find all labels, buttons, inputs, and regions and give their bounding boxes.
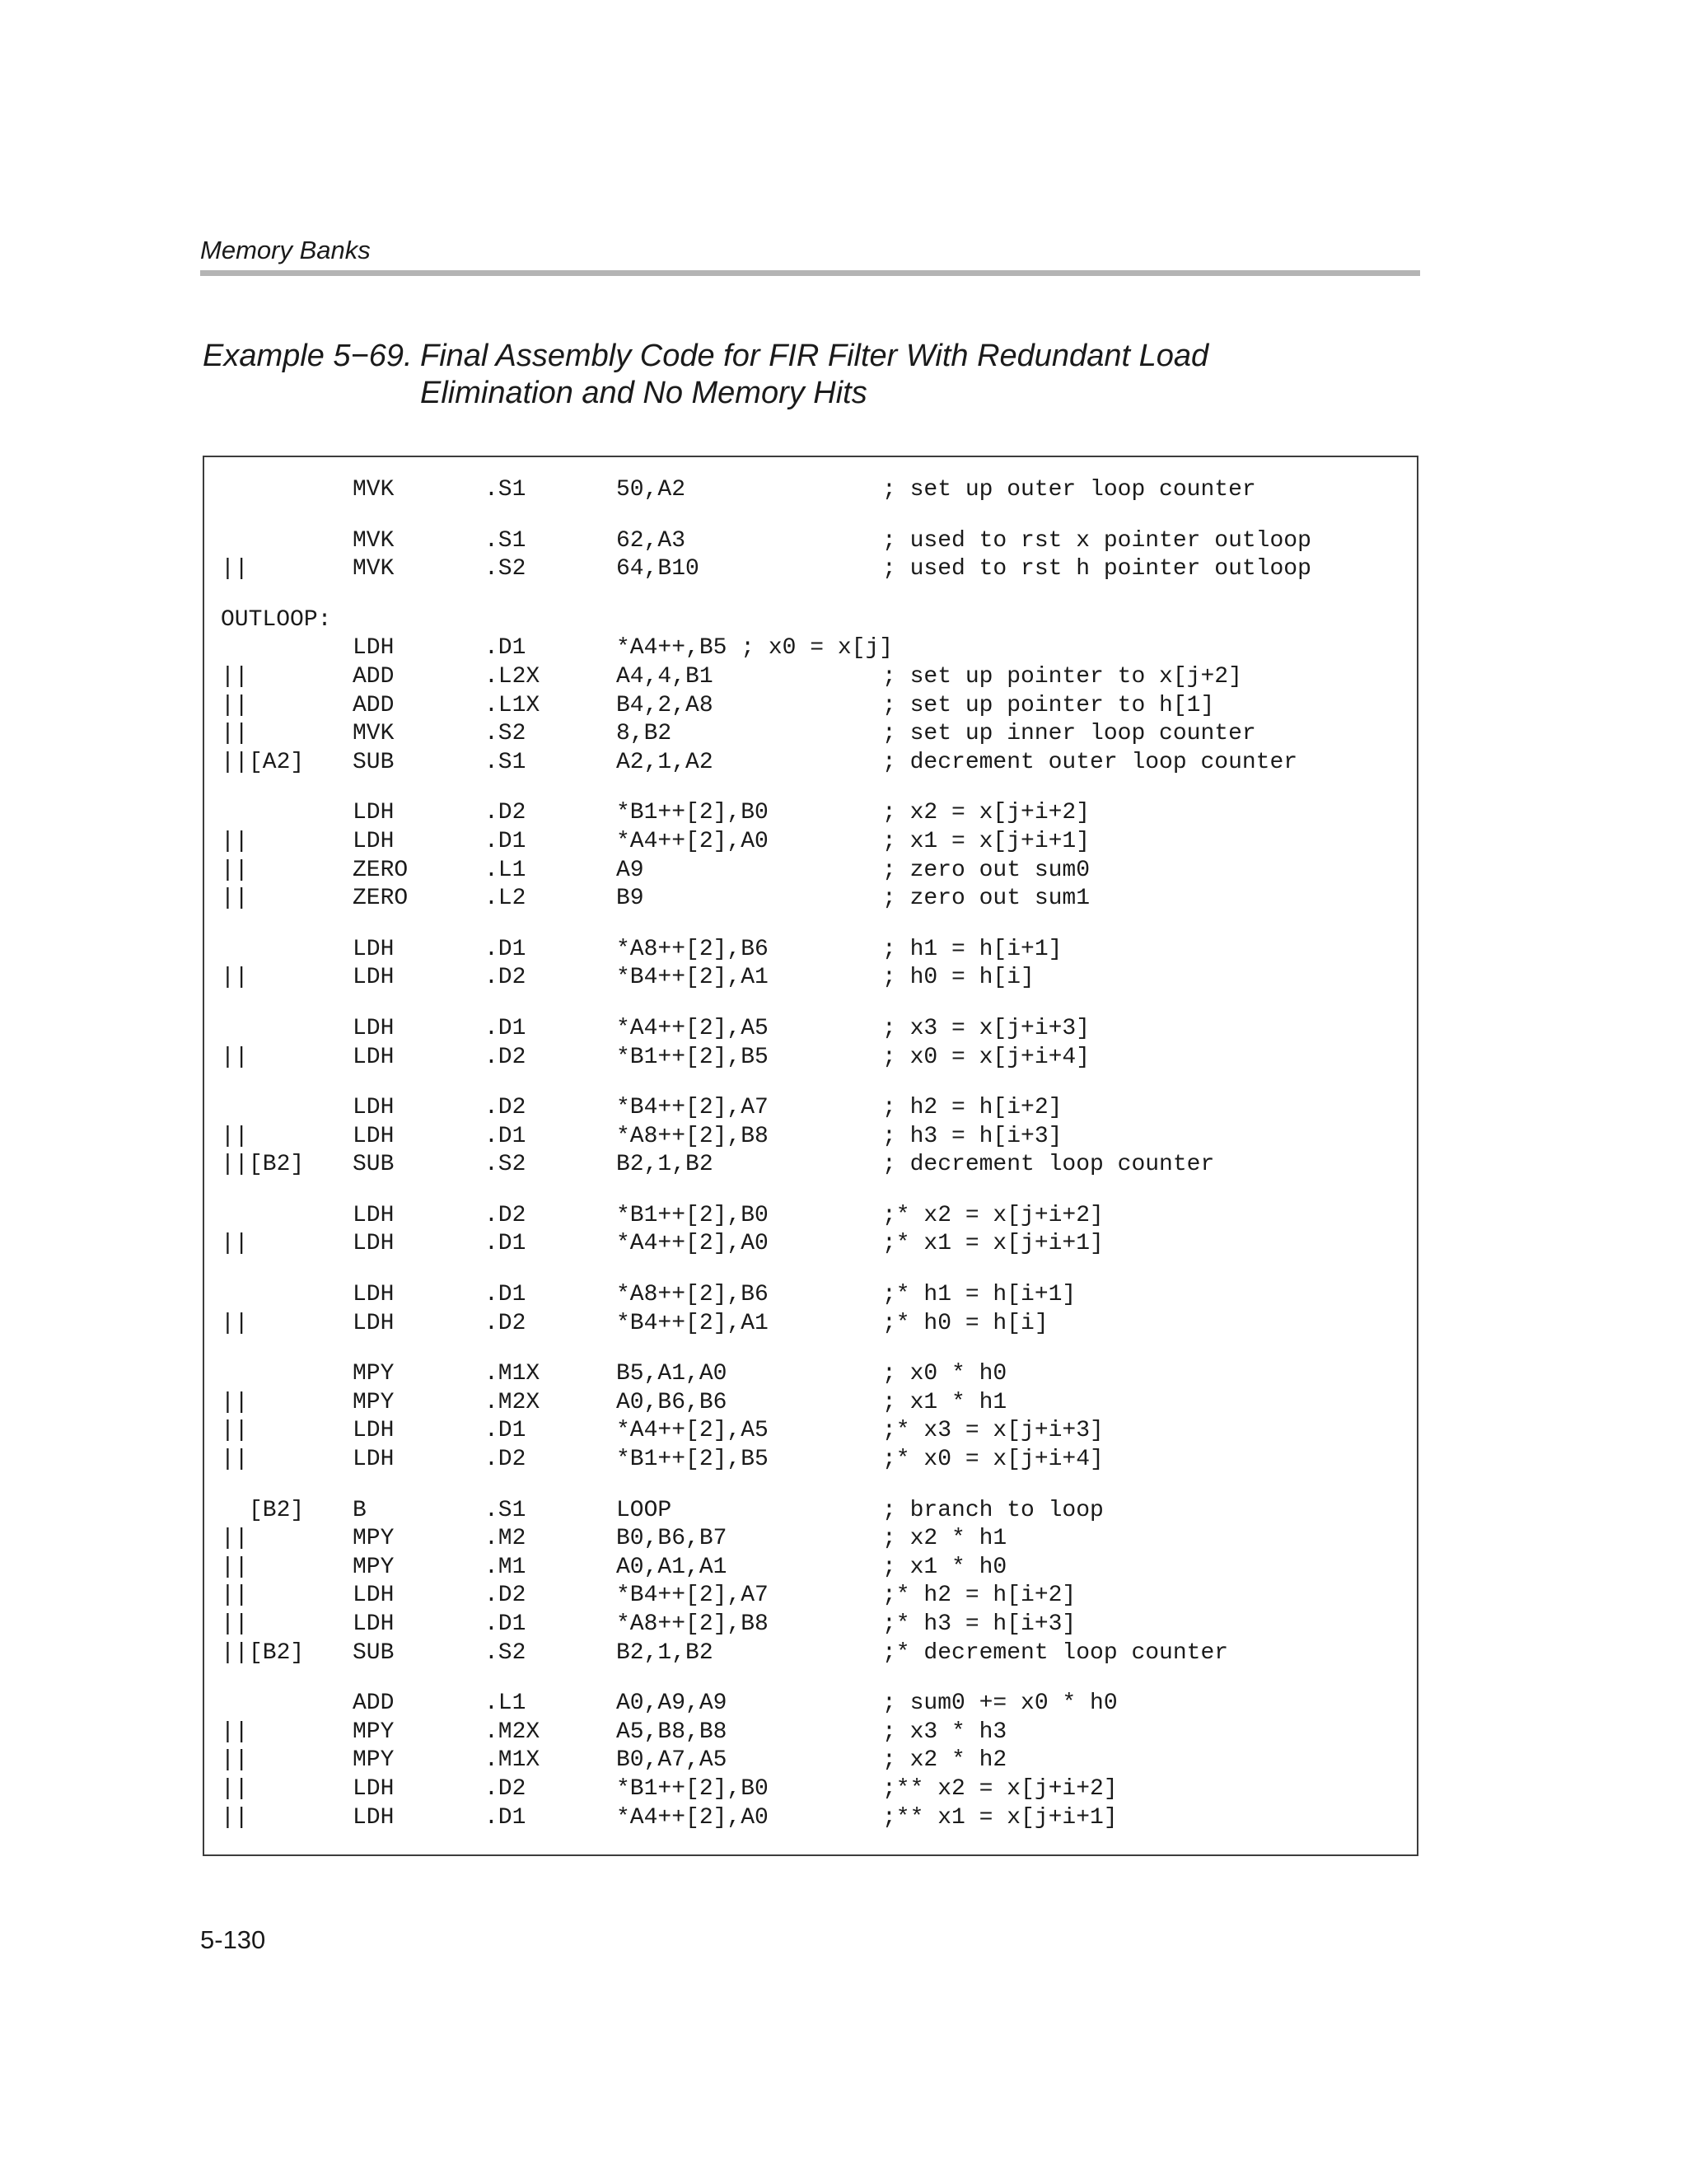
opcode: LDH	[353, 1611, 395, 1637]
code-line	[204, 1446, 1417, 1475]
page-number: 5-130	[200, 1925, 266, 1954]
operands: B4,2,A8	[616, 692, 713, 718]
code-line	[204, 1044, 1417, 1073]
code-comment: ;** x1 = x[j+i+1]	[882, 1804, 1118, 1831]
code-line	[204, 1611, 1417, 1639]
parallel-bars: ||	[221, 965, 249, 991]
code-line	[204, 1719, 1417, 1747]
code-comment: ; x3 = x[j+i+3]	[882, 1015, 1091, 1041]
code-line	[204, 1389, 1417, 1418]
parallel-bars: ||	[221, 1310, 249, 1336]
opcode: LDH	[353, 965, 395, 991]
code-line	[204, 1775, 1417, 1804]
operands: *A8++[2],B6	[616, 936, 769, 962]
functional-unit: .M2X	[484, 1719, 540, 1745]
opcode: MPY	[353, 1361, 395, 1387]
functional-unit: .S1	[484, 527, 526, 554]
opcode: MVK	[353, 527, 395, 554]
code-line	[204, 799, 1417, 828]
opcode: LDH	[353, 1202, 395, 1228]
code-line	[204, 1094, 1417, 1123]
opcode: MPY	[353, 1747, 395, 1774]
code-line	[204, 720, 1417, 749]
code-comment: ; x1 * h1	[882, 1389, 1007, 1415]
code-comment: ; x0 = x[j+i+4]	[882, 1044, 1091, 1070]
code-line	[204, 663, 1417, 692]
parallel-bars: ||	[221, 1418, 249, 1444]
code-comment: ;* h1 = h[i+1]	[882, 1282, 1077, 1308]
parallel-bars: ||	[221, 1747, 249, 1774]
functional-unit: .S2	[484, 721, 526, 747]
opcode: LDH	[353, 800, 395, 826]
parallel-bars: ||	[221, 1231, 249, 1257]
parallel-bars: ||	[221, 1554, 249, 1580]
opcode: LDH	[353, 1447, 395, 1473]
functional-unit: .S2	[484, 1639, 526, 1666]
code-line	[204, 1281, 1417, 1310]
parallel-bars: ||	[221, 663, 249, 690]
operands: *A8++[2],B6	[616, 1282, 769, 1308]
functional-unit: .D1	[484, 635, 526, 662]
operands: B0,B6,B7	[616, 1526, 727, 1552]
code-comment: ; zero out sum1	[882, 886, 1091, 912]
condition-register: [A2]	[249, 749, 305, 775]
example-number: Example 5−69.	[203, 339, 413, 373]
opcode: LDH	[353, 936, 395, 962]
code-comment: ; x0 * h0	[882, 1361, 1007, 1387]
code-line	[204, 1202, 1417, 1231]
parallel-bars: ||	[221, 886, 249, 912]
parallel-bars: ||	[221, 1719, 249, 1745]
code-line	[204, 692, 1417, 721]
functional-unit: .D2	[484, 965, 526, 991]
parallel-bars: ||	[221, 1775, 249, 1802]
operands: *B4++[2],A1	[616, 1310, 769, 1336]
operands: *A4++,B5 ; x0 = x[j]	[616, 635, 894, 662]
opcode: ADD	[353, 692, 395, 718]
functional-unit: .S1	[484, 1497, 526, 1523]
operands: *B1++[2],B5	[616, 1447, 769, 1473]
parallel-bars: ||	[221, 1583, 249, 1609]
operands: *A4++[2],A5	[616, 1015, 769, 1041]
section-title: Memory Banks	[200, 236, 371, 264]
code-line	[204, 1151, 1417, 1180]
operands: A0,B6,B6	[616, 1389, 727, 1415]
functional-unit: .D1	[484, 1804, 526, 1831]
opcode: LDH	[353, 1583, 395, 1609]
opcode: LDH	[353, 1804, 395, 1831]
parallel-bars: ||	[221, 1639, 249, 1666]
code-comment: ;* x3 = x[j+i+3]	[882, 1418, 1104, 1444]
code-lines	[204, 476, 1417, 1832]
operands: 50,A2	[616, 477, 686, 503]
opcode: LDH	[353, 1044, 395, 1070]
functional-unit: .D2	[484, 1310, 526, 1336]
parallel-bars: ||	[221, 1526, 249, 1552]
functional-unit: .S1	[484, 749, 526, 775]
functional-unit: .M2X	[484, 1389, 540, 1415]
opcode: MPY	[353, 1719, 395, 1745]
functional-unit: .D2	[484, 1583, 526, 1609]
functional-unit: .D1	[484, 1611, 526, 1637]
functional-unit: .D2	[484, 1447, 526, 1473]
code-comment: ; h2 = h[i+2]	[882, 1095, 1063, 1121]
code-comment: ;* x2 = x[j+i+2]	[882, 1202, 1104, 1228]
functional-unit: .L2X	[484, 663, 540, 690]
code-line	[204, 1015, 1417, 1044]
code-line	[204, 527, 1417, 556]
code-comment: ; sum0 += x0 * h0	[882, 1691, 1118, 1717]
code-comment: ; used to rst h pointer outloop	[882, 556, 1311, 582]
opcode: LDH	[353, 1775, 395, 1802]
code-comment: ; used to rst x pointer outloop	[882, 527, 1311, 554]
operands: B2,1,B2	[616, 1639, 713, 1666]
example-title-text: Final Assembly Code for FIR Filter With Redundant Load Elimination and No Memory Hits	[420, 339, 1209, 410]
operands: *B4++[2],A1	[616, 965, 769, 991]
code-comment: ; x1 * h0	[882, 1554, 1007, 1580]
operands: A5,B8,B8	[616, 1719, 727, 1745]
code-line	[204, 1230, 1417, 1259]
opcode: SUB	[353, 1152, 395, 1178]
parallel-bars: ||	[221, 692, 249, 718]
code-comment: ; decrement outer loop counter	[882, 749, 1298, 775]
functional-unit: .D2	[484, 1775, 526, 1802]
opcode: LDH	[353, 1282, 395, 1308]
code-line	[204, 1554, 1417, 1583]
code-comment: ;** x2 = x[j+i+2]	[882, 1775, 1118, 1802]
code-line	[204, 1417, 1417, 1446]
parallel-bars: ||	[221, 857, 249, 883]
opcode: B	[353, 1497, 367, 1523]
functional-unit: .D1	[484, 1282, 526, 1308]
functional-unit: .S2	[484, 556, 526, 582]
operands: A2,1,A2	[616, 749, 713, 775]
opcode: ADD	[353, 663, 395, 690]
operands: B2,1,B2	[616, 1152, 713, 1178]
parallel-bars: ||	[221, 721, 249, 747]
parallel-bars: ||	[221, 1447, 249, 1473]
functional-unit: .M1X	[484, 1747, 540, 1774]
parallel-bars: ||	[221, 1123, 249, 1149]
functional-unit: .D1	[484, 1418, 526, 1444]
operands: A0,A1,A1	[616, 1554, 727, 1580]
functional-unit: .M1	[484, 1554, 526, 1580]
operands: A4,4,B1	[616, 663, 713, 690]
code-comment: ; h1 = h[i+1]	[882, 936, 1063, 962]
code-comment: ; x1 = x[j+i+1]	[882, 828, 1091, 854]
code-comment: ; x2 * h1	[882, 1526, 1007, 1552]
code-line	[204, 1360, 1417, 1389]
opcode: SUB	[353, 1639, 395, 1666]
operands: *A8++[2],B8	[616, 1611, 769, 1637]
parallel-bars: ||	[221, 1389, 249, 1415]
condition-register: [B2]	[249, 1639, 305, 1666]
code-line	[204, 1639, 1417, 1668]
code-comment: ; set up outer loop counter	[882, 477, 1256, 503]
code-line	[204, 1690, 1417, 1719]
code-comment: ; zero out sum0	[882, 857, 1091, 883]
code-comment: ;* x1 = x[j+i+1]	[882, 1231, 1104, 1257]
functional-unit: .D2	[484, 800, 526, 826]
code-comment: ; set up inner loop counter	[882, 721, 1256, 747]
functional-unit: .D1	[484, 828, 526, 854]
functional-unit: .D2	[484, 1044, 526, 1070]
code-line	[204, 1804, 1417, 1833]
operands: *A4++[2],A0	[616, 1231, 769, 1257]
code-line	[204, 555, 1417, 584]
code-comment: ;* decrement loop counter	[882, 1639, 1229, 1666]
operands: *A8++[2],B8	[616, 1123, 769, 1149]
code-label: OUTLOOP:	[221, 606, 332, 633]
opcode: ZERO	[353, 886, 409, 912]
operands: *B4++[2],A7	[616, 1583, 769, 1609]
code-comment: ; x3 * h3	[882, 1719, 1007, 1745]
code-listing	[203, 456, 1418, 1856]
code-comment: ; h0 = h[i]	[882, 965, 1035, 991]
code-line	[204, 828, 1417, 857]
opcode: LDH	[353, 828, 395, 854]
operands: 64,B10	[616, 556, 699, 582]
functional-unit: .D1	[484, 1123, 526, 1149]
code-line	[204, 885, 1417, 914]
code-comment: ; x2 = x[j+i+2]	[882, 800, 1091, 826]
parallel-bars: ||	[221, 556, 249, 582]
parallel-bars: ||	[221, 1804, 249, 1831]
header-rule	[200, 270, 1420, 276]
opcode: ZERO	[353, 857, 409, 883]
operands: *A4++[2],A5	[616, 1418, 769, 1444]
code-comment: ; set up pointer to x[j+2]	[882, 663, 1242, 690]
operands: *A4++[2],A0	[616, 828, 769, 854]
opcode: ADD	[353, 1691, 395, 1717]
opcode: MVK	[353, 477, 395, 503]
functional-unit: .L2	[484, 886, 526, 912]
code-comment: ;* x0 = x[j+i+4]	[882, 1447, 1104, 1473]
parallel-bars: ||	[221, 1611, 249, 1637]
condition-register: [B2]	[249, 1497, 305, 1523]
opcode: LDH	[353, 1418, 395, 1444]
functional-unit: .L1	[484, 1691, 526, 1717]
code-line	[204, 634, 1417, 663]
opcode: MPY	[353, 1389, 395, 1415]
operands: LOOP	[616, 1497, 672, 1523]
functional-unit: .D1	[484, 1015, 526, 1041]
functional-unit: .D1	[484, 1231, 526, 1257]
parallel-bars: ||	[221, 1044, 249, 1070]
operands: *B1++[2],B0	[616, 1775, 769, 1802]
functional-unit: .L1X	[484, 692, 540, 718]
code-line	[204, 1123, 1417, 1152]
opcode: SUB	[353, 749, 395, 775]
functional-unit: .M1X	[484, 1361, 540, 1387]
code-line	[204, 1310, 1417, 1339]
operands: B0,A7,A5	[616, 1747, 727, 1774]
opcode: LDH	[353, 635, 395, 662]
opcode: MVK	[353, 556, 395, 582]
opcode: MVK	[353, 721, 395, 747]
condition-register: [B2]	[249, 1152, 305, 1178]
code-line	[204, 964, 1417, 993]
opcode: MPY	[353, 1526, 395, 1552]
opcode: LDH	[353, 1123, 395, 1149]
functional-unit: .D2	[484, 1095, 526, 1121]
code-line	[204, 749, 1417, 778]
code-comment: ;* h3 = h[i+3]	[882, 1611, 1077, 1637]
code-comment: ; x2 * h2	[882, 1747, 1007, 1774]
operands: *B1++[2],B5	[616, 1044, 769, 1070]
code-line	[204, 857, 1417, 886]
operands: A0,A9,A9	[616, 1691, 727, 1717]
operands: B5,A1,A0	[616, 1361, 727, 1387]
opcode: LDH	[353, 1015, 395, 1041]
operands: 8,B2	[616, 721, 672, 747]
functional-unit: .S2	[484, 1152, 526, 1178]
code-comment: ; branch to loop	[882, 1497, 1104, 1523]
code-line	[204, 1747, 1417, 1775]
code-line	[204, 476, 1417, 505]
code-line	[204, 606, 1417, 635]
operands: A9	[616, 857, 644, 883]
code-line	[204, 1497, 1417, 1526]
opcode: MPY	[353, 1554, 395, 1580]
code-line	[204, 936, 1417, 965]
parallel-bars: ||	[221, 749, 249, 775]
operands: *B4++[2],A7	[616, 1095, 769, 1121]
operands: *A4++[2],A0	[616, 1804, 769, 1831]
code-comment: ; h3 = h[i+3]	[882, 1123, 1063, 1149]
code-line	[204, 1582, 1417, 1611]
opcode: LDH	[353, 1095, 395, 1121]
opcode: LDH	[353, 1310, 395, 1336]
operands: 62,A3	[616, 527, 686, 554]
operands: *B1++[2],B0	[616, 1202, 769, 1228]
operands: B9	[616, 886, 644, 912]
functional-unit: .L1	[484, 857, 526, 883]
code-comment: ;* h0 = h[i]	[882, 1310, 1049, 1336]
code-line	[204, 1525, 1417, 1554]
functional-unit: .M2	[484, 1526, 526, 1552]
opcode: LDH	[353, 1231, 395, 1257]
operands: *B1++[2],B0	[616, 800, 769, 826]
functional-unit: .D1	[484, 936, 526, 962]
code-comment: ; decrement loop counter	[882, 1152, 1215, 1178]
functional-unit: .S1	[484, 477, 526, 503]
code-comment: ;* h2 = h[i+2]	[882, 1583, 1077, 1609]
functional-unit: .D2	[484, 1202, 526, 1228]
parallel-bars: ||	[221, 828, 249, 854]
parallel-bars: ||	[221, 1152, 249, 1178]
code-comment: ; set up pointer to h[1]	[882, 692, 1215, 718]
example-title	[203, 338, 1367, 412]
